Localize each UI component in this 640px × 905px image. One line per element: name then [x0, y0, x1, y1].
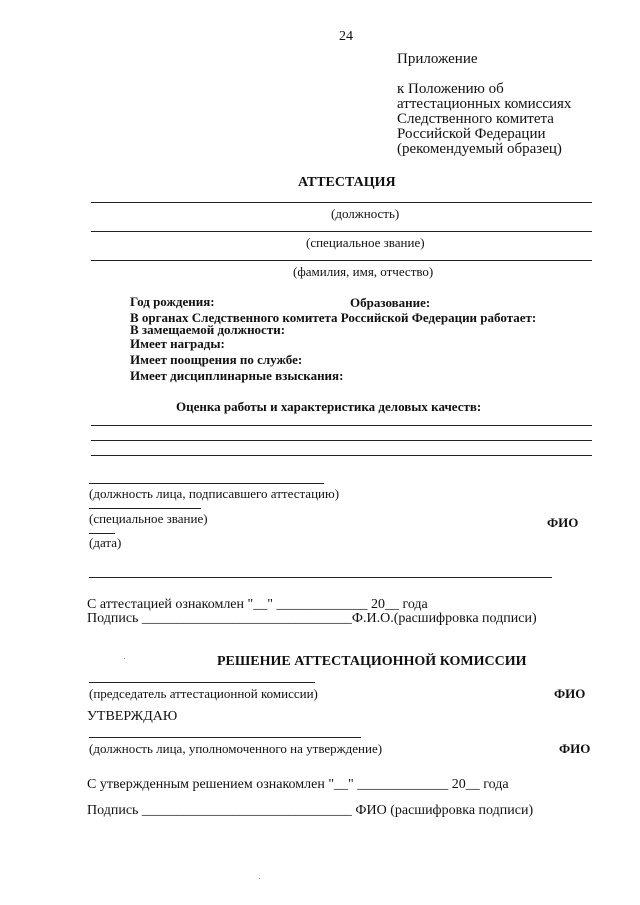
- chair-fio: ФИО: [554, 686, 586, 701]
- current-position-label: В замещаемой должности:: [130, 322, 286, 337]
- penalties-label: Имеет дисциплинарные взыскания:: [130, 368, 344, 383]
- separator-line: [89, 577, 552, 578]
- evaluation-line: [91, 440, 592, 441]
- incentives-label: Имеет поощрения по службе:: [130, 352, 303, 367]
- signer-fio: ФИО: [547, 515, 579, 530]
- decision-title: РЕШЕНИЕ АТТЕСТАЦИОННОЙ КОМИССИИ: [217, 654, 527, 669]
- evaluation-line: [91, 455, 592, 456]
- attestation-title: АТТЕСТАЦИЯ: [298, 175, 396, 190]
- appendix-line: аттестационных комиссиях: [397, 96, 572, 112]
- signer-rank-line: [89, 508, 201, 509]
- approver-fio: ФИО: [559, 741, 591, 756]
- signer-rank-caption: (специальное звание): [89, 511, 208, 526]
- signer-position-caption: (должность лица, подписавшего аттестацию): [89, 486, 340, 501]
- service-label: В органах Следственного комитета Российской Федерации работает:: [130, 310, 537, 325]
- appendix-line: к Положению об: [397, 81, 504, 97]
- scan-speck: [124, 658, 125, 659]
- attestation-signature-line: Подпись ______________________________Ф.И.О.(расшифровка подписи): [87, 611, 537, 626]
- awards-label: Имеет награды:: [130, 336, 225, 351]
- name-line: [91, 260, 592, 261]
- approver-line: [89, 737, 361, 738]
- appendix-line: Следственного комитета: [397, 111, 554, 127]
- signer-position-line: [89, 483, 324, 484]
- chair-line: [89, 682, 315, 683]
- education-label: Образование:: [350, 295, 431, 310]
- rank-line: [91, 231, 592, 232]
- decision-ack-line: С утвержденным решением ознакомлен "__" _____________ 20__ года: [87, 777, 509, 792]
- appendix-title: Приложение: [397, 51, 478, 67]
- birth-year-label: Год рождения:: [130, 294, 215, 309]
- decision-signature-line: Подпись ______________________________ ФИО (расшифровка подписи): [87, 803, 534, 818]
- appendix-lines: [397, 82, 571, 157]
- approver-caption: (должность лица, уполномоченного на утверждение): [89, 741, 383, 756]
- position-line: [91, 202, 592, 203]
- name-caption: (фамилия, имя, отчество): [293, 264, 434, 279]
- chair-caption: (председатель аттестационной комиссии): [89, 686, 318, 701]
- scan-speck: [259, 878, 260, 879]
- date-line: [89, 533, 115, 534]
- appendix-line: (рекомендуемый образец): [397, 141, 562, 157]
- page-number: 24: [339, 29, 353, 44]
- position-caption: (должность): [331, 206, 400, 221]
- date-caption: (дата): [89, 535, 122, 550]
- approve-label: УТВЕРЖДАЮ: [87, 709, 178, 724]
- rank-caption: (специальное звание): [306, 235, 425, 250]
- attestation-ack-line: С аттестацией ознакомлен "__" _____________ 20__ года: [87, 597, 428, 612]
- appendix-line: Российской Федерации: [397, 126, 546, 142]
- evaluation-heading: Оценка работы и характеристика деловых качеств:: [176, 399, 482, 414]
- evaluation-line: [91, 425, 592, 426]
